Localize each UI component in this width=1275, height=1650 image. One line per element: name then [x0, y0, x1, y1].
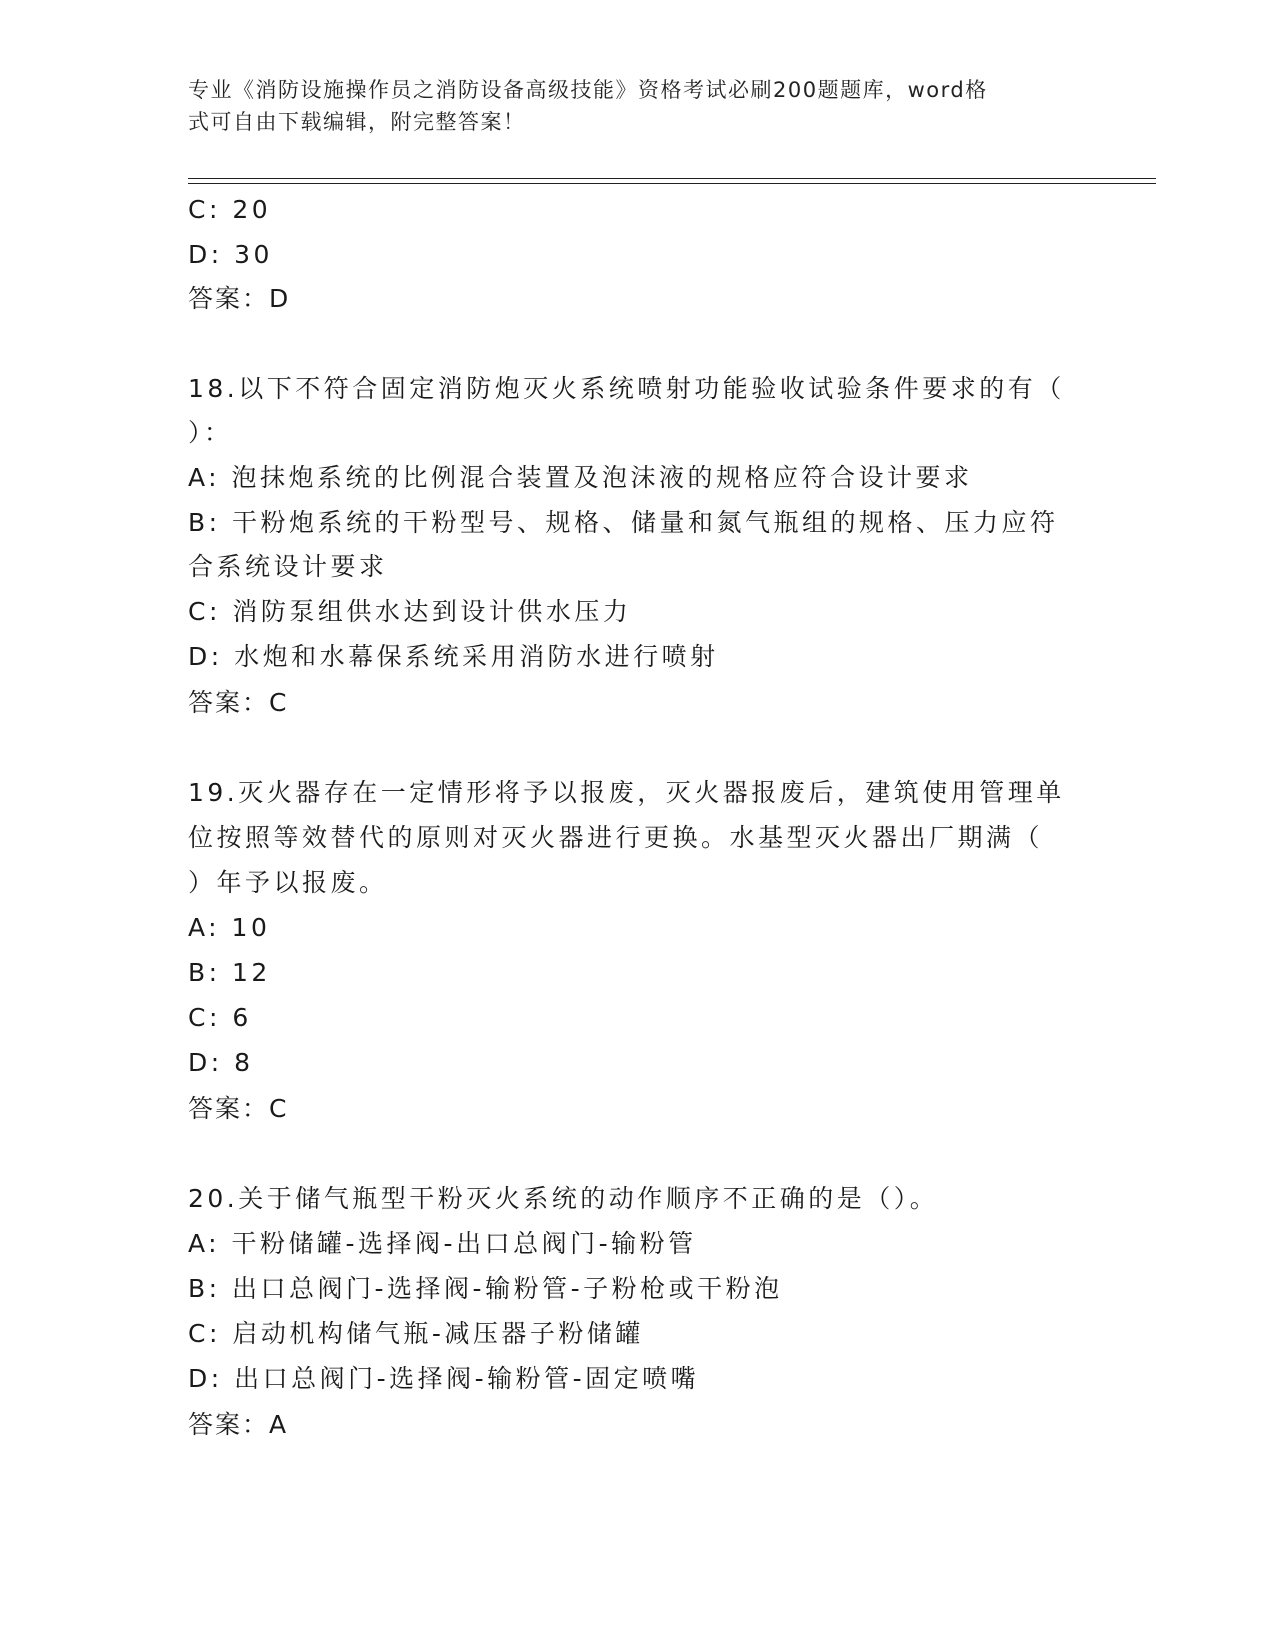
q19-stem-line-2: 位按照等效替代的原则对灭火器进行更换。水基型灭火器出厂期满（ [188, 823, 1044, 852]
q19-stem-line-3: ）年予以报废。 [188, 868, 388, 897]
q18-option-b-line-2: 合系统设计要求 [188, 552, 388, 581]
prev-answer: 答案：D [188, 284, 291, 313]
header-rule-top [188, 178, 1156, 179]
prev-option-c: C: 20 [188, 195, 272, 224]
q20-answer: 答案：A [188, 1410, 289, 1439]
header-rule-bottom [188, 183, 1156, 184]
q18-option-b-line-1: B: 干粉炮系统的干粉型号、规格、储量和氮气瓶组的规格、压力应符 [188, 508, 1059, 537]
q18-stem-line-1: 18.以下不符合固定消防炮灭火系统喷射功能验收试验条件要求的有（ [188, 374, 1065, 403]
q20-stem-line-1: 20.关于储气瓶型干粉灭火系统的动作顺序不正确的是（）。 [188, 1184, 939, 1213]
q20-option-a: A: 干粉储罐-选择阀-出口总阀门-输粉管 [188, 1229, 697, 1258]
q19-stem-line-1: 19.灭火器存在一定情形将予以报废，灭火器报废后，建筑使用管理单 [188, 778, 1065, 807]
q18-option-d: D: 水炮和水幕保系统采用消防水进行喷射 [188, 642, 719, 671]
q20-option-c: C: 启动机构储气瓶-减压器子粉储罐 [188, 1319, 644, 1348]
q18-stem-line-2: ）： [188, 418, 233, 447]
q20-option-d: D: 出口总阀门-选择阀-输粉管-固定喷嘴 [188, 1364, 700, 1393]
page-header [188, 74, 1078, 138]
q19-answer: 答案：C [188, 1094, 289, 1123]
q19-option-a: A: 10 [188, 913, 271, 942]
q19-option-d: D: 8 [188, 1048, 254, 1077]
q20-option-b: B: 出口总阀门-选择阀-输粉管-子粉枪或干粉泡 [188, 1274, 783, 1303]
q18-option-a: A: 泡抹炮系统的比例混合装置及泡沫液的规格应符合设计要求 [188, 463, 973, 492]
header-line-2: 式可自由下载编辑，附完整答案！ [188, 110, 526, 134]
q19-option-b: B: 12 [188, 958, 271, 987]
prev-option-d: D: 30 [188, 240, 273, 269]
q18-answer: 答案：C [188, 688, 289, 717]
header-line-1: 专业《消防设施操作员之消防设备高级技能》资格考试必刷200题题库，word格 [188, 78, 988, 102]
q18-option-c: C: 消防泵组供水达到设计供水压力 [188, 597, 632, 626]
q19-option-c: C: 6 [188, 1003, 252, 1032]
